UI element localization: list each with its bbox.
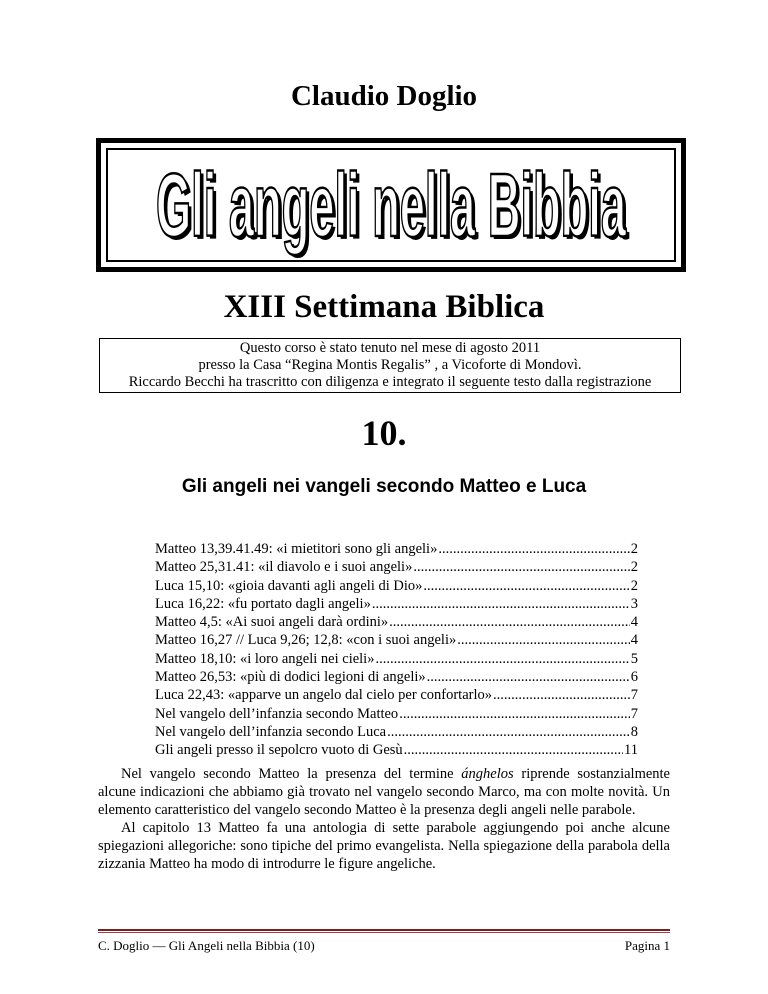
toc-entry[interactable]	[155, 577, 638, 595]
toc-leader	[404, 741, 623, 759]
toc-leader	[493, 686, 630, 704]
greek-term: ánghelos	[461, 766, 514, 782]
paragraph-text: Nel vangelo secondo Matteo la presenza del termine	[121, 766, 462, 782]
toc-leader	[457, 631, 630, 649]
info-line: Questo corso è stato tenuto nel mese di agosto 2011	[239, 340, 541, 356]
body-text	[98, 765, 670, 873]
info-line: Riccardo Becchi ha trascritto con diligenza e integrato il seguente testo dalla registrazione	[128, 374, 652, 390]
title-frame	[96, 138, 686, 272]
toc-page-number: 7	[630, 687, 638, 704]
footer-rule	[98, 929, 670, 931]
toc-page-number: 4	[630, 614, 638, 631]
toc-entry[interactable]	[155, 723, 638, 741]
paragraph: Al capitolo 13 Matteo fa una antologia di sette parabole aggiungendo poi anche alcune spiegazioni allegoriche: sono tipiche del primo evangelista. Nella spiegazione della parabola della zizzania Matteo ha modo di introdurre le figure angeliche.	[98, 820, 670, 872]
toc-page-number: 2	[630, 541, 638, 557]
toc-entry[interactable]	[155, 613, 638, 631]
toc-entry-title: Matteo 13,39.41.49: «i mietitori sono gli angeli»	[155, 541, 438, 557]
info-line: presso la Casa “Regina Montis Regalis” , a Vicoforte di Mondovì.	[198, 357, 582, 373]
event-title: XIII Settimana Biblica	[223, 289, 545, 325]
toc-entry-title: Matteo 18,10: «i loro angeli nei cieli»	[155, 650, 375, 667]
book-title: Gli angeli nella Bibbia	[156, 156, 627, 257]
toc-leader	[375, 650, 629, 668]
author-name: Claudio Doglio	[290, 80, 478, 112]
toc-leader	[438, 540, 629, 558]
toc-entry[interactable]	[155, 631, 638, 649]
toc-entry-title: Luca 22,43: «apparve un angelo dal cielo per confortarlo»	[155, 687, 492, 704]
toc-entry-title: Nel vangelo dell’infanzia secondo Matteo	[155, 705, 399, 722]
title-wordart	[101, 143, 681, 267]
toc-entry[interactable]	[155, 705, 638, 723]
footer-page-number: Pagina 1	[624, 938, 670, 953]
toc-entry[interactable]	[155, 540, 638, 558]
toc-page-number: 4	[630, 632, 638, 649]
footer-running-title: C. Doglio — Gli Angeli nella Bibbia (10)	[98, 938, 315, 953]
toc-entry[interactable]	[155, 650, 638, 668]
toc-entry[interactable]	[155, 558, 638, 576]
toc-page-number: 11	[624, 742, 638, 759]
course-info-box	[99, 338, 681, 393]
toc-page-number: 6	[630, 669, 638, 686]
toc-page-number: 5	[630, 650, 638, 667]
toc-entry[interactable]	[155, 741, 638, 759]
toc-leader	[372, 595, 630, 613]
toc-entry-title: Luca 16,22: «fu portato dagli angeli»	[155, 595, 371, 612]
toc-leader	[427, 668, 630, 686]
toc-entry-title: Matteo 25,31.41: «il diavolo e i suoi angeli»	[155, 559, 413, 576]
chapter-number: 10.	[361, 413, 407, 453]
toc-page-number: 3	[630, 595, 638, 612]
toc-entry-title: Matteo 4,5: «Ai suoi angeli darà ordini»	[155, 614, 389, 631]
paragraph	[98, 765, 670, 819]
toc-entry-title: Luca 15,10: «gioia davanti agli angeli di Dio»	[155, 577, 423, 594]
toc-leader	[423, 577, 629, 595]
toc-entry[interactable]	[155, 595, 638, 613]
chapter-subtitle: Gli angeli nei vangeli secondo Matteo e Luca	[181, 476, 587, 497]
footer-rule-thin	[98, 932, 670, 933]
table-of-contents	[155, 540, 638, 760]
title-shadow-text: Gli angeli nella Bibbia	[159, 159, 630, 260]
toc-entry[interactable]	[155, 686, 638, 704]
toc-entry-title: Gli angeli presso il sepolcro vuoto di Gesù	[155, 742, 403, 759]
toc-leader	[413, 558, 629, 576]
toc-entry[interactable]	[155, 668, 638, 686]
toc-leader	[399, 705, 630, 723]
paragraph-text: riprende sostanzialmente alcune indicazioni che abbiamo già trovato nel vangelo secondo Marco, ma con molte novità. Un elemento caratteristico del vangelo secondo Matteo è la presenza degli angeli nelle parabole.	[98, 766, 670, 818]
toc-entry-title: Matteo 26,53: «più di dodici legioni di angeli»	[155, 669, 426, 686]
toc-entry-title: Matteo 16,27 // Luca 9,26; 12,8: «con i suoi angeli»	[155, 632, 457, 649]
toc-entry-title: Nel vangelo dell’infanzia secondo Luca	[155, 723, 387, 740]
toc-page-number: 8	[630, 723, 638, 740]
toc-page-number: 7	[630, 705, 638, 722]
toc-leader	[387, 723, 630, 741]
toc-leader	[389, 613, 630, 631]
toc-page-number: 2	[630, 559, 638, 576]
toc-page-number: 2	[630, 577, 638, 594]
